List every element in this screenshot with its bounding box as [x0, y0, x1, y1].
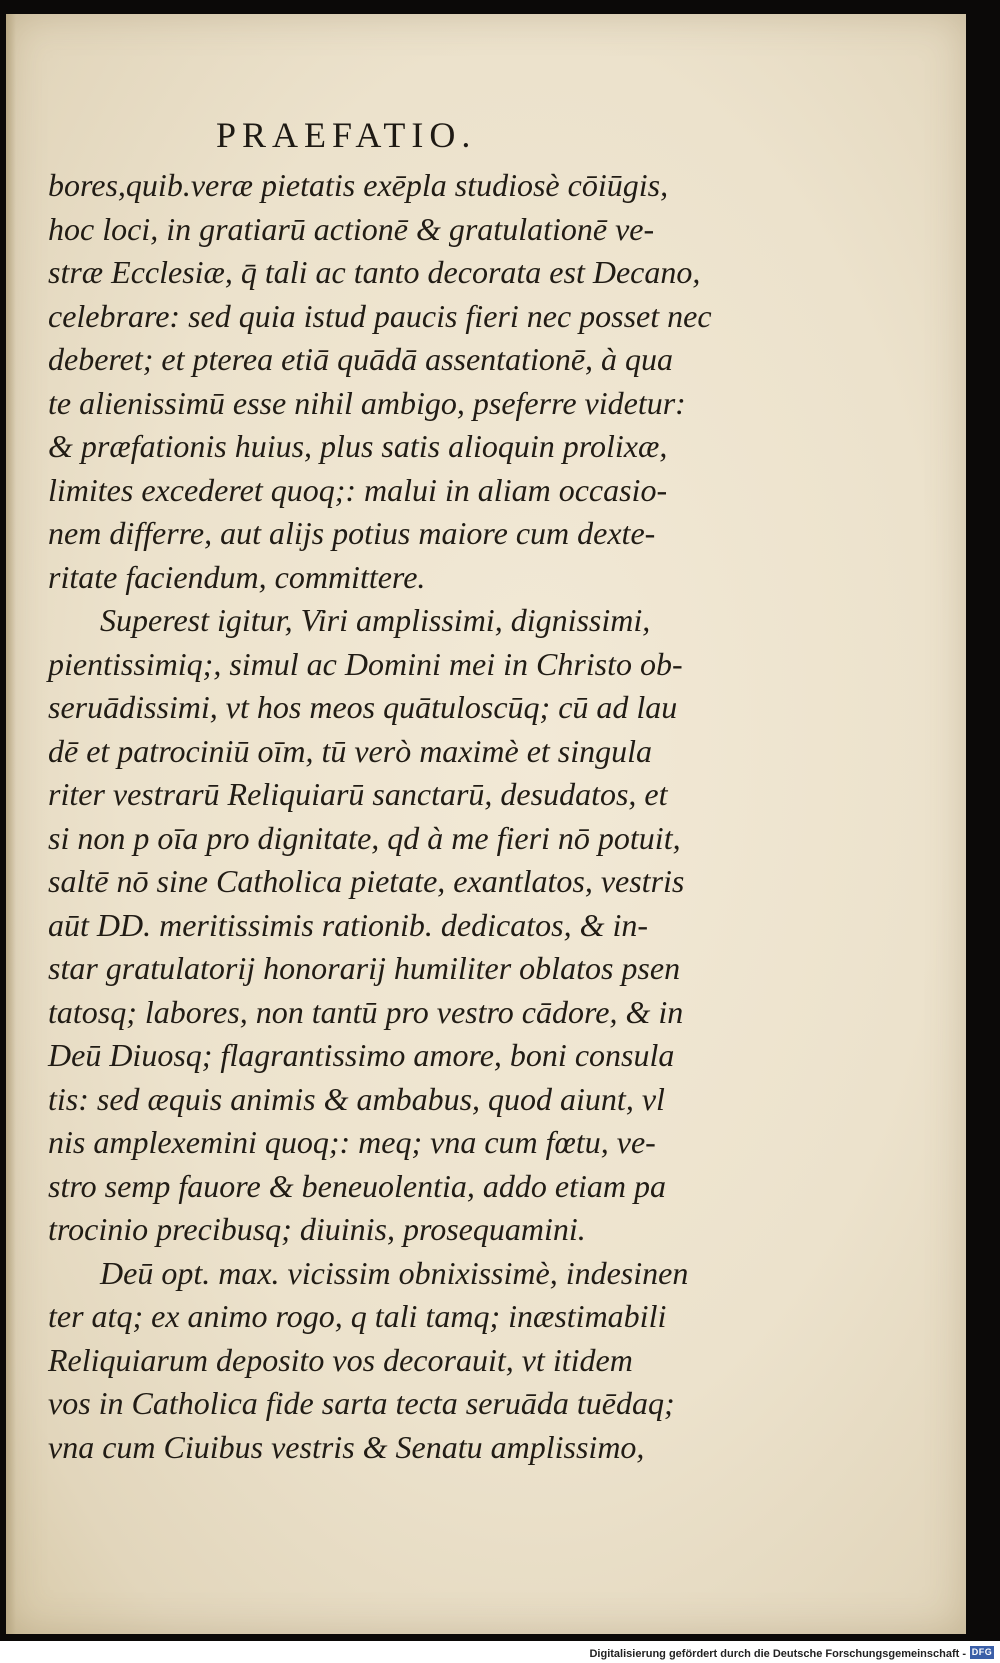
- text-line: limites excederet quoq;: malui in aliam occasio-: [48, 471, 668, 508]
- text-line: Reliquiarum deposito vos decorauit, vt itidem: [48, 1341, 633, 1378]
- text-line: seruādissimi, vt hos meos quātuloscūq; cū ad lau: [48, 689, 678, 725]
- text-line: aūt DD. meritissimis rationib. dedicatos, & in-: [48, 906, 648, 943]
- text-line: ter atq; ex animo rogo, q tali tamq; inæstimabili: [48, 1298, 667, 1334]
- text-line: hoc loci, in gratiarū actionē & gratulationē ve-: [48, 210, 655, 247]
- text-line: deberet; et pterea etiā quādā assentationē, à qua: [48, 341, 674, 377]
- text-line: vos in Catholica fide sarta tecta seruāda tuēdaq;: [48, 1385, 675, 1421]
- running-head: PRAEFATIO.: [216, 115, 477, 155]
- text-line: ritate faciendum, committere.: [48, 558, 426, 595]
- text-line: si non p oīa pro dignitate, qd à me fieri nō potuit,: [48, 819, 681, 856]
- text-line: tis: sed æquis animis & ambabus, quod aiunt, vl: [48, 1080, 665, 1117]
- text-line: dē et patrociniū oīm, tū verò maximè et singula: [48, 732, 653, 769]
- text-line: te alienissimū esse nihil ambigo, pseferre videtur:: [48, 384, 686, 421]
- paragraph-start-line: Superest igitur, Viri amplissimi, dignissimi,: [100, 602, 651, 638]
- text-line: nis amplexemini quoq;: meq; vna cum fœtu, ve-: [48, 1124, 656, 1160]
- book-page: [6, 14, 966, 1634]
- text-line: Deū Diuosq; flagrantissimo amore, boni consula: [48, 1037, 675, 1073]
- text-line: pientissimiq;, simul ac Domini mei in Christo ob-: [48, 645, 683, 682]
- paragraph-start-line: Deū opt. max. vicissim obnixissimè, indesinen: [100, 1254, 689, 1291]
- page-gutter-shadow: [6, 14, 16, 1634]
- text-line: celebrare: sed quia istud paucis fieri nec posset nec: [48, 297, 712, 334]
- dfg-logo-icon: DFG: [971, 1647, 993, 1657]
- text-line: & præfationis huius, plus satis alioquin prolixæ,: [48, 428, 668, 464]
- text-line: vna cum Ciuibus vestris & Senatu amplissimo,: [48, 1428, 645, 1465]
- text-line: trocinio precibusq; diuinis, prosequamini.: [48, 1211, 586, 1247]
- text-line: star gratulatorij honorarij humiliter oblatos psen: [48, 950, 681, 986]
- text-line: tatosq; labores, non tantū pro vestro cādore, & in: [48, 993, 684, 1030]
- text-line: stro semp fauore & beneuolentia, addo etiam pa: [48, 1167, 666, 1204]
- body-text: [48, 164, 788, 1469]
- text-line: riter vestrarū Reliquiarū sanctarū, desudatos, et: [48, 776, 668, 812]
- text-line: saltē nō sine Catholica pietate, exantlatos, vestris: [48, 863, 685, 899]
- text-line: nem differre, aut alijs potius maiore cum dexte-: [48, 515, 656, 551]
- digitization-footer: [0, 1641, 1000, 1663]
- text-line: bores,quib.veræ pietatis exēpla studiosè cōiūgis,: [48, 167, 669, 203]
- text-line: stræ Ecclesiæ, q̄ tali ac tanto decorata est Decano,: [48, 254, 701, 290]
- funding-credit: Digitalisierung gefördert durch die Deutsche Forschungsgemeinschaft -: [589, 1648, 966, 1660]
